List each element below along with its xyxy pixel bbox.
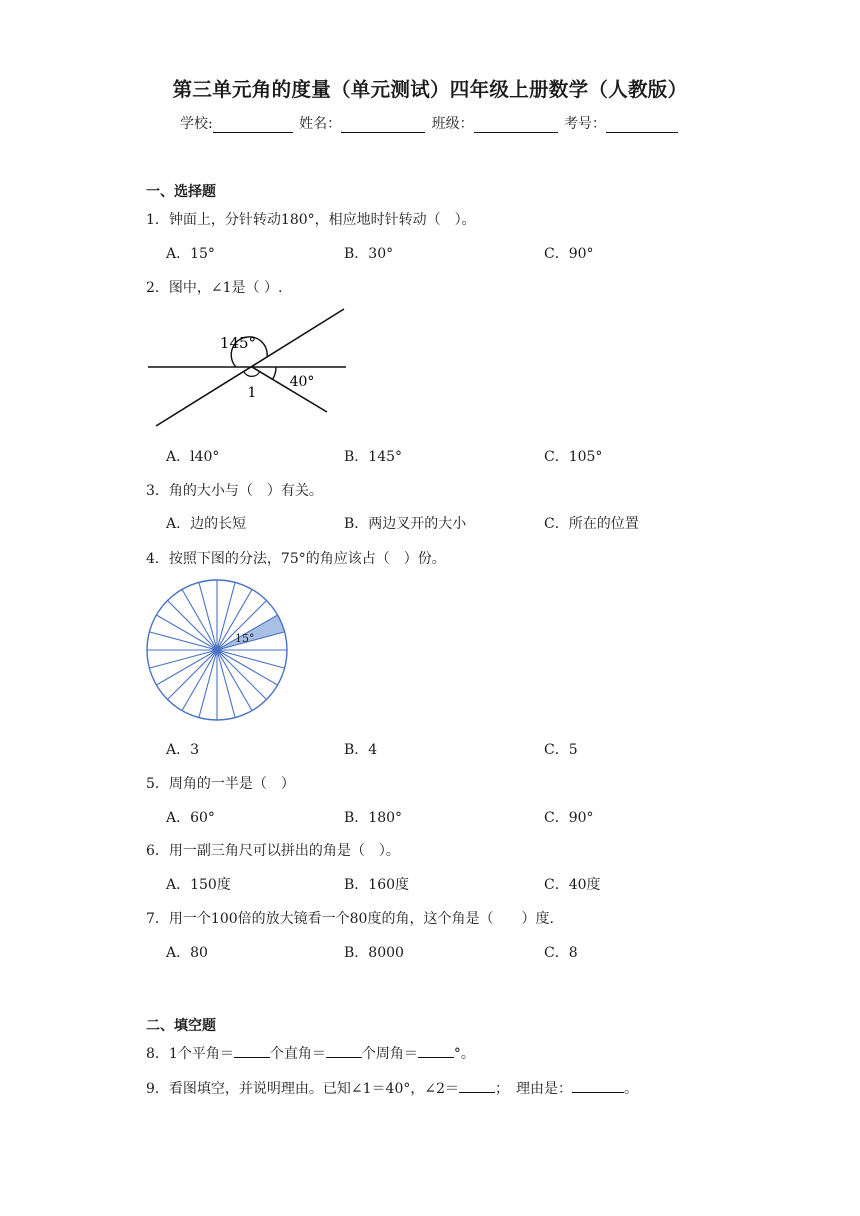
question-2-angle-figure [140, 306, 360, 432]
question-8-part-2: 个直角＝ [269, 1046, 326, 1062]
question-8-part-1: 8．1个平角＝ [146, 1046, 234, 1062]
question-8 [146, 1043, 475, 1063]
name-label: 姓名： [299, 116, 342, 132]
question-7-stem: 7．用一个100倍的放大镜看一个80度的角，这个角是（ ）度. [146, 911, 554, 927]
question-9-part-2: ； 理由是： [495, 1081, 572, 1097]
question-6-option-c[interactable]: C．40度 [544, 877, 601, 893]
question-8-blank-3[interactable] [418, 1044, 454, 1058]
question-5-option-a[interactable]: A．60° [166, 810, 215, 826]
question-7-option-c[interactable]: C．8 [544, 945, 578, 961]
section-heading-fill: 二、填空题 [146, 1018, 216, 1034]
arc-40 [273, 367, 276, 379]
question-7-option-a[interactable]: A．80 [166, 945, 208, 961]
label-angle-1: 1 [247, 385, 257, 401]
class-blank[interactable] [474, 118, 558, 133]
question-6-option-a[interactable]: A．150度 [166, 877, 231, 893]
question-4-circle-figure [144, 578, 292, 724]
question-2-option-c[interactable]: C．105° [544, 449, 603, 465]
exam-number-blank[interactable] [606, 118, 678, 133]
question-2-option-a[interactable]: A．l40° [166, 449, 220, 465]
name-blank[interactable] [341, 118, 425, 133]
question-4-option-b[interactable]: B．4 [344, 742, 378, 758]
question-6-stem: 6．用一副三角尺可以拼出的角是（ ）。 [146, 843, 400, 859]
question-8-part-4: °。 [453, 1046, 475, 1062]
question-4-option-c[interactable]: C．5 [544, 742, 578, 758]
question-2-stem: 2．图中，∠1是（ ）. [146, 280, 283, 296]
question-8-blank-2[interactable] [326, 1044, 362, 1058]
question-9-part-1: 9．看图填空，并说明理由。已知∠1＝40°，∠2＝ [146, 1081, 459, 1097]
question-2-option-b[interactable]: B．145° [344, 449, 403, 465]
section-heading-choice: 一、选择题 [146, 184, 216, 200]
question-1-option-c[interactable]: C．90° [544, 246, 594, 262]
question-4-stem: 4．按照下图的分法，75°的角应该占（ ）份。 [146, 551, 446, 567]
question-5-option-c[interactable]: C．90° [544, 810, 594, 826]
question-9-blank-angle2[interactable] [459, 1079, 495, 1093]
question-1-option-a[interactable]: A．15° [166, 246, 215, 262]
question-9 [146, 1078, 638, 1098]
question-5-option-b[interactable]: B．180° [344, 810, 403, 826]
question-9-blank-reason[interactable] [572, 1079, 624, 1093]
question-9-part-3: 。 [624, 1081, 638, 1097]
arc-angle-1 [244, 372, 260, 377]
class-label: 班级： [431, 116, 474, 132]
question-6-option-b[interactable]: B．160度 [344, 877, 410, 893]
school-blank[interactable] [213, 118, 293, 133]
page-title: 第三单元角的度量（单元测试）四年级上册数学（人教版） [172, 78, 688, 101]
question-3-option-a[interactable]: A．边的长短 [166, 516, 247, 532]
question-1-stem: 1．钟面上，分针转动180°，相应地时针转动（ ）。 [146, 212, 476, 228]
question-4-option-a[interactable]: A．3 [166, 742, 200, 758]
student-info-line [0, 113, 860, 133]
question-7-option-b[interactable]: B．8000 [344, 945, 404, 961]
question-8-blank-1[interactable] [234, 1044, 270, 1058]
question-3-option-c[interactable]: C．所在的位置 [544, 516, 639, 532]
question-3-stem: 3．角的大小与（ ）有关。 [146, 483, 323, 499]
question-1-option-b[interactable]: B．30° [344, 246, 394, 262]
question-3-option-b[interactable]: B．两边叉开的大小 [344, 516, 467, 532]
divided-circle [147, 580, 287, 720]
question-5-stem: 5．周角的一半是（ ） [146, 776, 295, 792]
label-145: 145° [219, 334, 257, 352]
question-8-part-3: 个周角＝ [361, 1046, 418, 1062]
sector-label-15: 15° [235, 632, 255, 645]
school-label: 学校: [179, 116, 213, 132]
exam-number-label: 考号： [564, 116, 607, 132]
label-40: 40° [289, 374, 315, 390]
